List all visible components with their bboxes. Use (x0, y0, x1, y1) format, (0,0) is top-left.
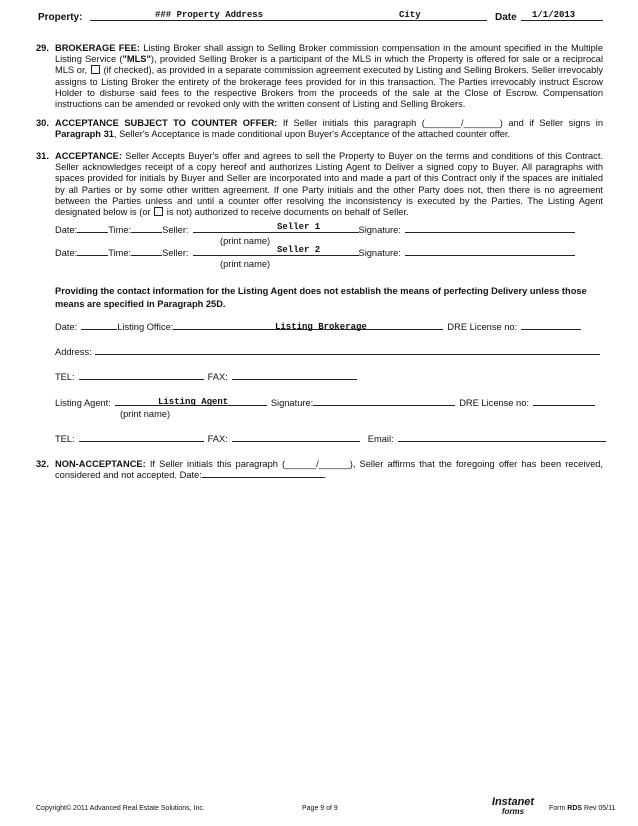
paragraph-30-text-a: If Seller initials this paragraph (_______/_______) and if Seller signs in (277, 118, 603, 128)
seller-2-signature-field[interactable] (405, 255, 575, 256)
seller-1-time-label: Time: (108, 225, 132, 235)
header-date-value[interactable]: 1/1/2013 (532, 10, 576, 20)
seller-1-label: Seller: (162, 225, 189, 235)
agent-dre-label: DRE License no: (459, 398, 529, 408)
date-line (521, 20, 603, 21)
agent-fax-field[interactable] (232, 441, 360, 442)
seller-2-print-name: (print name) (220, 259, 271, 269)
property-address-value[interactable]: ### Property Address (155, 10, 264, 20)
seller-2-date-label: Date: (55, 248, 78, 258)
listing-agent-value[interactable]: Listing Agent (158, 397, 229, 407)
seller-1-date-label: Date: (55, 225, 78, 235)
seller-1-signature-field[interactable] (405, 232, 575, 233)
logo-top-text: Instanet (491, 796, 535, 808)
office-dre-field[interactable] (521, 329, 581, 330)
agent-fax-label: FAX: (207, 434, 228, 444)
seller-1-date-field[interactable] (77, 232, 108, 233)
paragraph-32-number: 32. (36, 459, 49, 469)
seller-2-name-field[interactable] (193, 255, 359, 256)
paragraph-32-title: NON-ACCEPTANCE: (55, 459, 146, 469)
paragraph-30-text-b: , Seller's Acceptance is made conditional upon Buyer's Acceptance of the attached counter offer. (113, 129, 511, 140)
paragraph-31 (55, 151, 603, 218)
seller-1-name-value[interactable]: Seller 1 (277, 222, 321, 232)
form-code: RDS (567, 805, 583, 812)
paragraph-29-text-b: ), provided Selling Broker is a participant of the MLS in which the Property is offered for sale or a reciprocal MLS or, (55, 54, 604, 76)
agent-signature-field[interactable] (313, 405, 455, 406)
agent-not-authorized-checkbox[interactable] (154, 207, 163, 216)
paragraph-32-text: If Seller initials this paragraph (______/______), Seller affirms that the foregoing offer has been received, considered and not accepted. Date: (55, 459, 603, 481)
agent-signature-label: Signature: (270, 398, 314, 408)
agent-tel-field[interactable] (79, 441, 204, 442)
seller-1-name-field[interactable] (193, 232, 359, 233)
agent-date-field[interactable] (81, 329, 117, 330)
paragraph-31-number: 31. (36, 151, 49, 161)
office-fax-field[interactable] (232, 379, 357, 380)
listing-agent-label: Listing Agent: (55, 398, 111, 408)
seller-2-signature-label: Signature: (358, 248, 401, 258)
paragraph-32-period: . (323, 470, 327, 481)
paragraph-31-text-b: is not) authorized to receive documents on behalf of Seller. (164, 207, 409, 218)
seller-1-signature-label: Signature: (358, 225, 401, 235)
property-line (90, 20, 487, 21)
office-tel-field[interactable] (79, 379, 204, 380)
listing-office-value[interactable]: Listing Brokerage (275, 322, 367, 332)
paragraph-29-text-a: Listing Broker shall assign to Selling Broker commission compensation in the amount specified in the Multiple Listing Service ( (55, 43, 604, 65)
seller-2-date-field[interactable] (77, 255, 108, 256)
listing-office-label: Listing Office: (117, 322, 174, 332)
address-field[interactable] (95, 354, 600, 355)
instanet-forms-logo (484, 798, 542, 816)
seller-1-time-field[interactable] (131, 232, 162, 233)
logo-bottom-text: forms (501, 807, 525, 816)
paragraph-32 (55, 459, 603, 481)
footer-copyright: Copyright© 2011 Advanced Real Estate Solutions, Inc. (36, 805, 205, 812)
separate-commission-checkbox[interactable] (91, 65, 100, 74)
paragraph-31-title: ACCEPTANCE: (55, 151, 122, 161)
agent-email-field[interactable] (398, 441, 606, 442)
paragraph-31-text-a: Seller Accepts Buyer's offer and agrees to sell the Property to Buyer on the terms and conditions of this Contract. Seller acknowledges receipt of a copy hereof and authorizes Listing Agent to Deliver a signed copy to Buyer. All paragraphs with spaces provided for initials by Buyer and Seller are incorporated into and made a part of this Contract only if the spaces are initialed by all Parties or by some other written agreement. If one Party initials and the other Party does not, then there is no agreement between the Parties unless and until a counter offer resolving the inconsistency is executed by the Parties. The Listing Agent designated below is (or (55, 151, 603, 218)
tel-fax-email-row (55, 434, 606, 444)
office-fax-label: FAX: (207, 372, 228, 382)
agent-dre-field[interactable] (533, 405, 595, 406)
address-row (55, 347, 600, 357)
footer-page-number: Page 9 of 9 (302, 805, 338, 812)
address-label: Address: (55, 347, 92, 357)
listing-agent-row (55, 398, 595, 408)
agent-print-name: (print name) (120, 409, 171, 419)
paragraph-30-number: 30. (36, 118, 49, 128)
office-dre-label: DRE License no: (447, 322, 518, 332)
office-tel-label: TEL: (55, 372, 75, 382)
footer-form-id (549, 805, 615, 812)
agent-tel-label: TEL: (55, 434, 75, 444)
seller-1-print-name: (print name) (220, 236, 271, 246)
mls-term: "MLS" (122, 54, 151, 65)
seller-2-time-field[interactable] (131, 255, 162, 256)
seller-2-label: Seller: (162, 248, 189, 258)
paragraph-29-number: 29. (36, 43, 49, 53)
date-label: Date (495, 12, 517, 23)
tel-fax-row-1 (55, 372, 357, 382)
form-revision: Rev 05/11 (582, 805, 616, 812)
form-prefix: Form (549, 805, 568, 812)
paragraph-30-title: ACCEPTANCE SUBJECT TO COUNTER OFFER: (55, 118, 278, 128)
agent-date-label: Date: (55, 322, 78, 332)
property-label: Property: (38, 12, 83, 23)
paragraph-30 (55, 118, 603, 140)
paragraph-29 (55, 43, 603, 110)
seller-2-name-value[interactable]: Seller 2 (277, 245, 321, 255)
seller-2-time-label: Time: (108, 248, 132, 258)
paragraph-29-text-c: (if checked), as provided in a separate commission agreement executed by Listing and Selling Brokers. Seller irrevocably assigns to Listing Broker the entirety of the brokerage fees provided for in this transaction. The Parties irrevocably instruct Escrow Holder to disburse said fees to the respective Brokers from the proceeds of the sale at the Close of Escrow. Compensation instructions can be amended or revoked only with the written consent of Listing and Selling Brokers. (55, 65, 603, 110)
non-acceptance-date-field[interactable] (202, 477, 324, 478)
paragraph-29-title: BROKERAGE FEE: (55, 43, 140, 53)
city-value[interactable]: City (399, 10, 421, 20)
paragraph-31-reference: Paragraph 31 (55, 129, 114, 140)
agent-email-label: Email: (367, 434, 394, 444)
listing-agent-notice: Providing the contact information for the Listing Agent does not establish the means of perfecting Delivery unless those means are specified in Paragraph 25D. (55, 286, 587, 309)
